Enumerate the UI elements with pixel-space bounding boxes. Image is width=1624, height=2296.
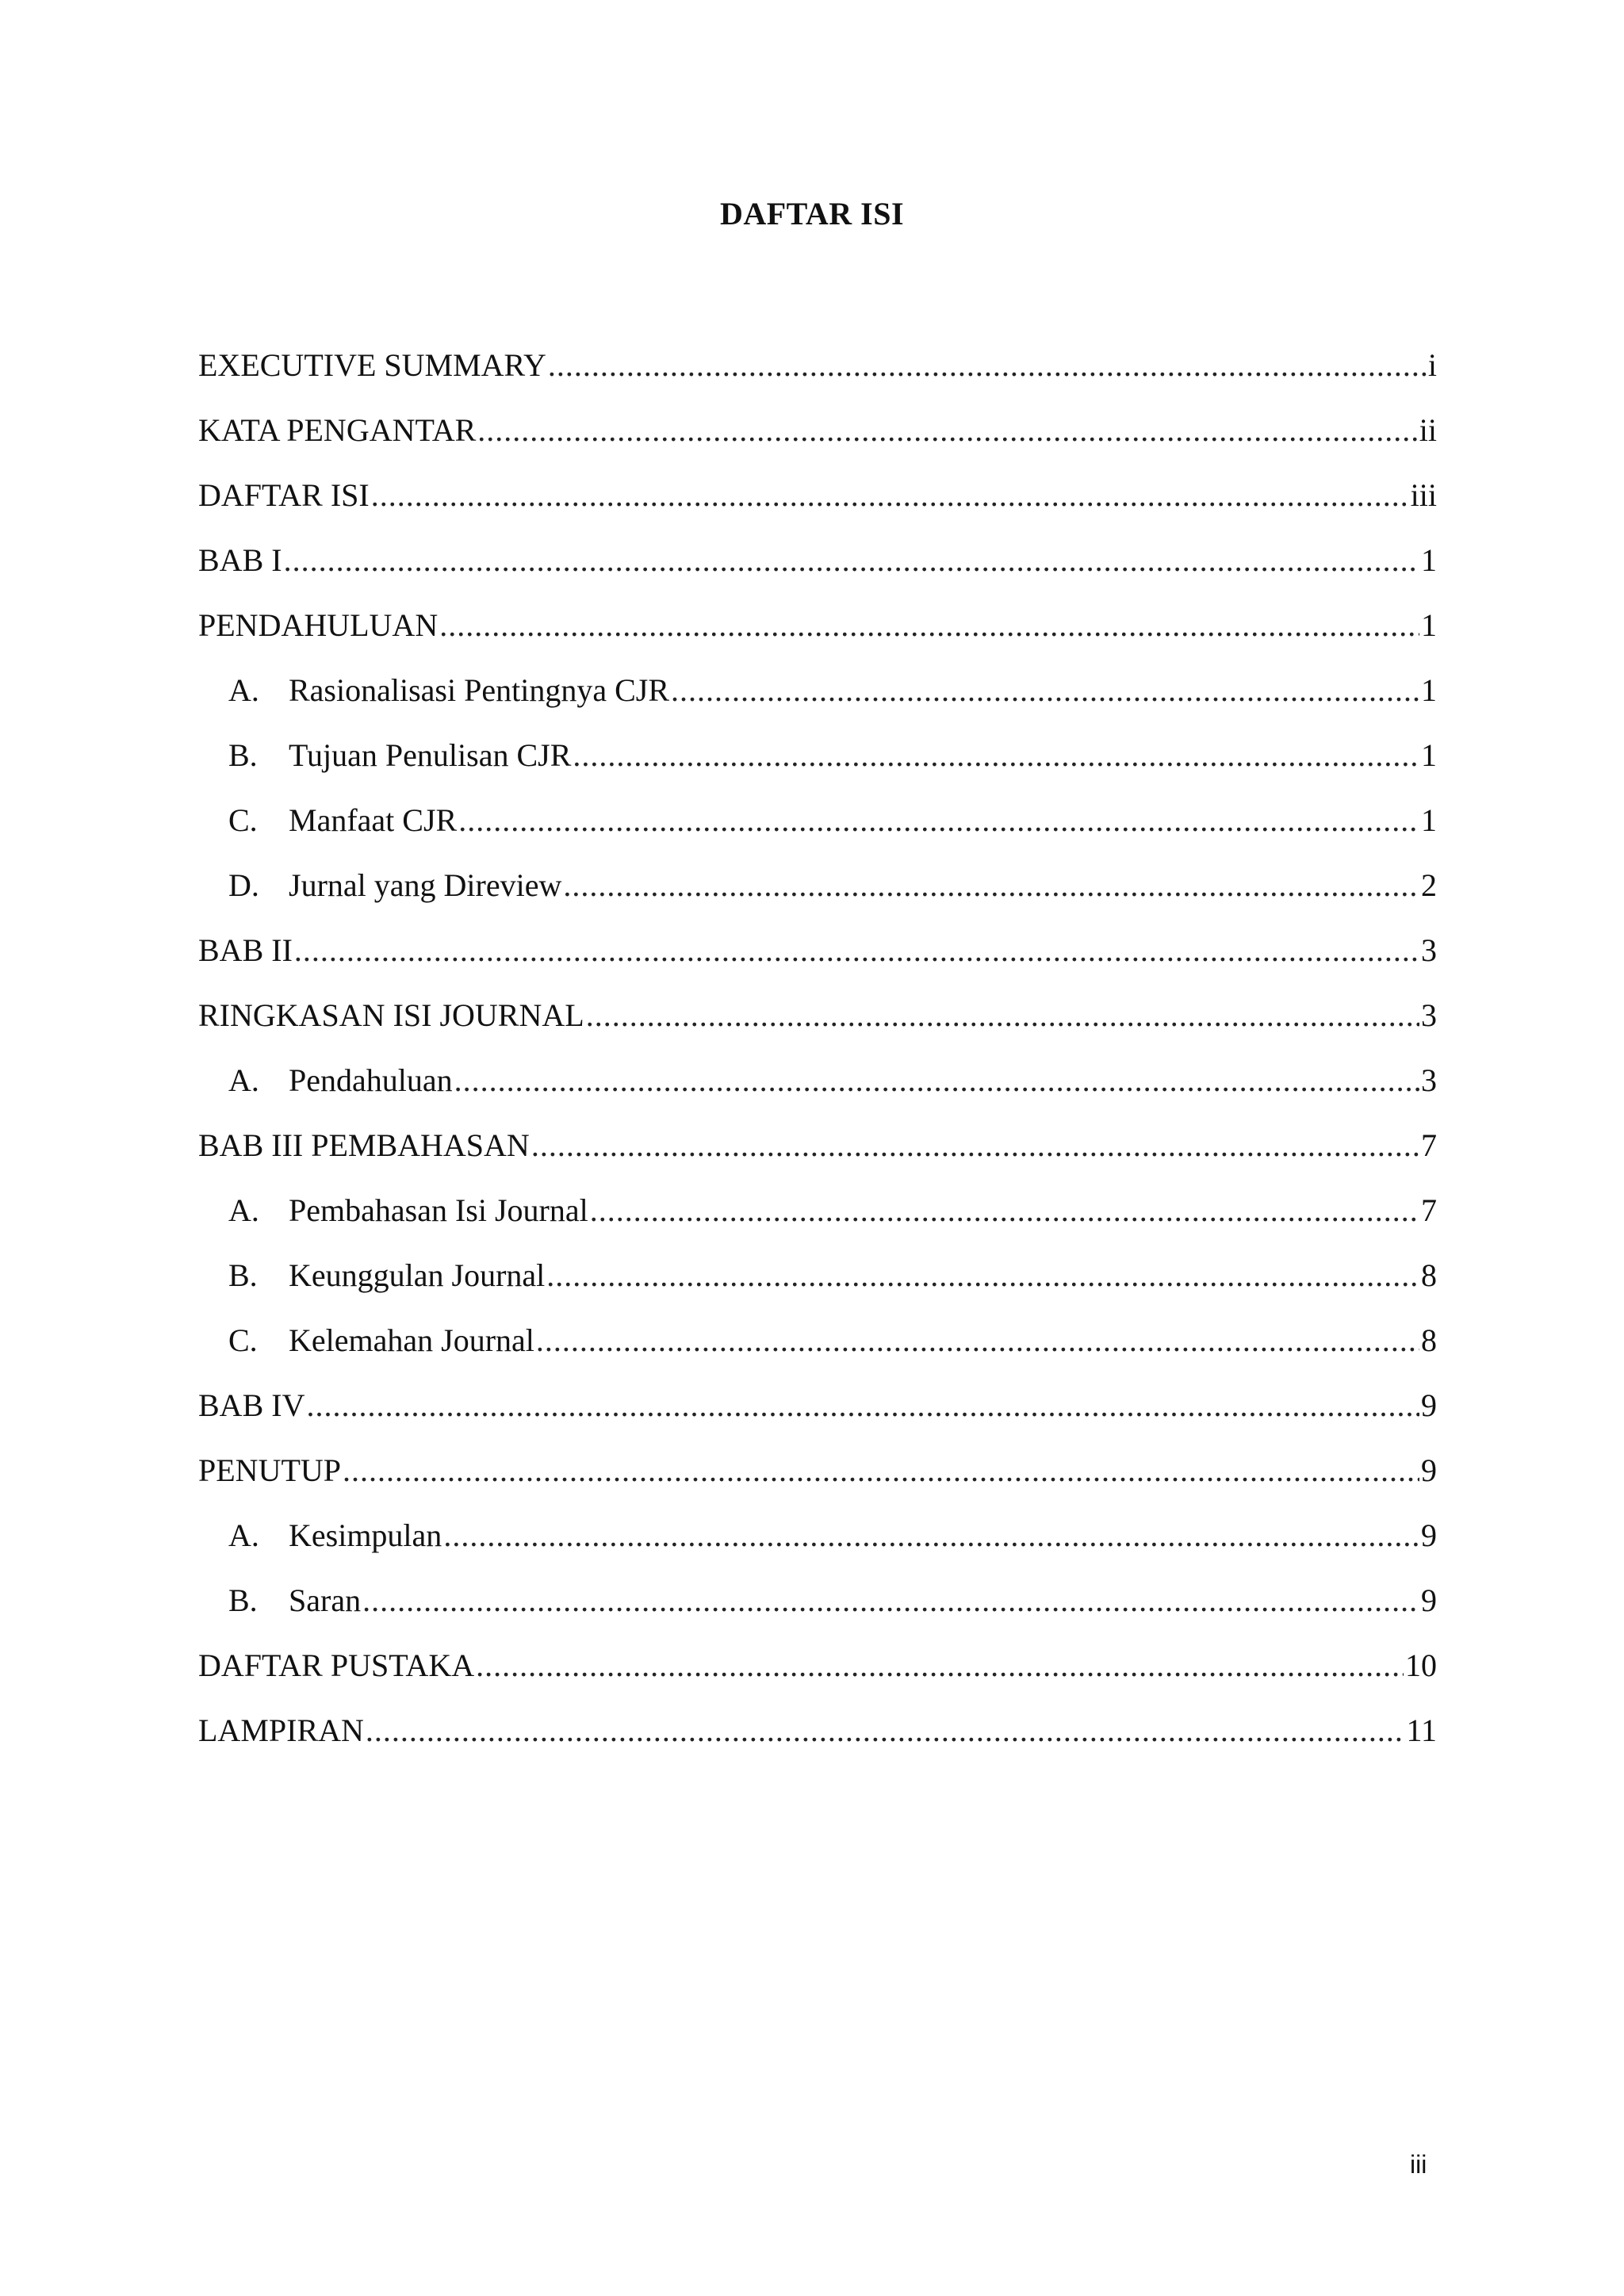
- toc-dot-leader: [306, 1383, 1419, 1429]
- toc-entry-label: DAFTAR ISI: [198, 477, 370, 513]
- toc-dot-leader: [586, 993, 1419, 1039]
- toc-entry-marker: B.: [228, 737, 258, 773]
- toc-entry[interactable]: [198, 798, 1437, 863]
- toc-entry[interactable]: [198, 1448, 1437, 1513]
- toc-entry-label: KATA PENGANTAR: [198, 412, 477, 448]
- toc-entry[interactable]: [198, 733, 1437, 798]
- toc-entry-marker: C.: [228, 802, 258, 838]
- toc-entry-page: 3: [1421, 932, 1437, 968]
- toc-entry-label: Pendahuluan: [289, 1062, 453, 1098]
- toc-dot-leader: [563, 863, 1419, 909]
- toc-dot-leader: [671, 668, 1419, 714]
- toc-entry-label: Manfaat CJR: [289, 802, 458, 838]
- toc-entry-label: Pembahasan Isi Journal: [289, 1192, 588, 1228]
- toc-entry-page: 9: [1421, 1517, 1437, 1553]
- toc-entry-page: 7: [1421, 1192, 1437, 1228]
- toc-entry-label: EXECUTIVE SUMMARY: [198, 347, 546, 383]
- toc-entry-page: 9: [1421, 1387, 1437, 1423]
- toc-entry-label: Jurnal yang Direview: [289, 867, 562, 903]
- toc-entry-label: BAB IV: [198, 1387, 305, 1423]
- toc-dot-leader: [573, 733, 1419, 779]
- toc-entry[interactable]: [198, 1513, 1437, 1578]
- toc-dot-leader: [294, 928, 1419, 974]
- toc-entry[interactable]: [198, 1708, 1437, 1773]
- toc-dot-leader: [476, 1643, 1404, 1689]
- toc-dot-leader: [531, 1123, 1419, 1169]
- toc-entry-marker: A.: [228, 672, 259, 708]
- toc-entry-label: Kelemahan Journal: [289, 1322, 534, 1358]
- toc-entry[interactable]: [198, 1188, 1437, 1253]
- toc-dot-leader: [536, 1318, 1419, 1364]
- toc-entry-label: Kesimpulan: [289, 1517, 442, 1553]
- toc-entry-marker: A.: [228, 1062, 259, 1098]
- toc-dot-leader: [546, 1253, 1419, 1299]
- toc-entry-page: iii: [1410, 477, 1437, 513]
- toc-entry[interactable]: [198, 473, 1437, 538]
- toc-dot-leader: [443, 1513, 1419, 1559]
- toc-entry-page: 10: [1405, 1647, 1437, 1683]
- toc-entry-page: 8: [1421, 1322, 1437, 1358]
- toc-entry-label: Keunggulan Journal: [289, 1257, 546, 1293]
- toc-entry-page: 7: [1421, 1127, 1437, 1163]
- toc-dot-leader: [439, 603, 1419, 649]
- toc-entry[interactable]: [198, 603, 1437, 668]
- toc-entry-label: BAB III PEMBAHASAN: [198, 1127, 530, 1163]
- toc-entry-page: 1: [1421, 672, 1437, 708]
- toc-dot-leader: [590, 1188, 1419, 1234]
- toc-entry[interactable]: [198, 1123, 1437, 1188]
- toc-entry[interactable]: [198, 342, 1437, 408]
- toc-entry-label: PENUTUP: [198, 1452, 342, 1488]
- toc-entry-label: BAB II: [198, 932, 293, 968]
- toc-entry-label: Tujuan Penulisan CJR: [289, 737, 572, 773]
- toc-entry-label: Rasionalisasi Pentingnya CJR: [289, 672, 669, 708]
- toc-entry-page: 9: [1421, 1582, 1437, 1618]
- toc-entry[interactable]: [198, 928, 1437, 993]
- toc-entry[interactable]: [198, 1058, 1437, 1123]
- toc-entry-page: 3: [1421, 1062, 1437, 1098]
- toc-dot-leader: [284, 538, 1419, 584]
- toc-entry-page: ii: [1419, 412, 1437, 448]
- toc-entry-marker: C.: [228, 1322, 258, 1358]
- page-number: iii: [1410, 2150, 1427, 2179]
- toc-dot-leader: [477, 408, 1417, 453]
- toc-dot-leader: [343, 1448, 1419, 1494]
- toc-entry-page: 11: [1406, 1712, 1437, 1748]
- table-of-contents: [198, 342, 1437, 1773]
- toc-entry-marker: A.: [228, 1517, 259, 1553]
- toc-dot-leader: [362, 1578, 1419, 1624]
- toc-entry-page: 1: [1421, 542, 1437, 578]
- toc-entry-page: 3: [1421, 997, 1437, 1033]
- toc-entry-marker: B.: [228, 1257, 258, 1293]
- toc-entry[interactable]: [198, 1253, 1437, 1318]
- toc-entry-marker: A.: [228, 1192, 259, 1228]
- toc-entry-label: BAB I: [198, 542, 282, 578]
- toc-entry-page: 1: [1421, 607, 1437, 643]
- toc-entry-label: PENDAHULUAN: [198, 607, 439, 643]
- toc-entry-page: 9: [1421, 1452, 1437, 1488]
- toc-entry-page: 2: [1421, 867, 1437, 903]
- toc-entry-label: Saran: [289, 1582, 362, 1618]
- toc-dot-leader: [366, 1708, 1405, 1754]
- toc-entry[interactable]: [198, 1383, 1437, 1448]
- toc-entry-marker: D.: [228, 867, 259, 903]
- toc-entry[interactable]: [198, 1318, 1437, 1383]
- toc-entry-page: 8: [1421, 1257, 1437, 1293]
- toc-entry-label: DAFTAR PUSTAKA: [198, 1647, 475, 1683]
- toc-dot-leader: [458, 798, 1419, 844]
- toc-entry-label: RINGKASAN ISI JOURNAL: [198, 997, 584, 1033]
- toc-entry-label: LAMPIRAN: [198, 1712, 364, 1748]
- toc-entry[interactable]: [198, 538, 1437, 603]
- page-title: DAFTAR ISI: [719, 196, 905, 232]
- toc-entry[interactable]: [198, 863, 1437, 928]
- toc-entry-page: 1: [1421, 802, 1437, 838]
- toc-entry[interactable]: [198, 668, 1437, 733]
- toc-entry[interactable]: [198, 1578, 1437, 1643]
- toc-entry-page: 1: [1421, 737, 1437, 773]
- toc-entry[interactable]: [198, 1643, 1437, 1708]
- toc-dot-leader: [548, 342, 1427, 388]
- toc-entry-marker: B.: [228, 1582, 258, 1618]
- toc-dot-leader: [371, 473, 1409, 519]
- toc-entry[interactable]: [198, 408, 1437, 473]
- toc-dot-leader: [454, 1058, 1419, 1104]
- toc-entry[interactable]: [198, 993, 1437, 1058]
- toc-entry-page: i: [1427, 347, 1437, 383]
